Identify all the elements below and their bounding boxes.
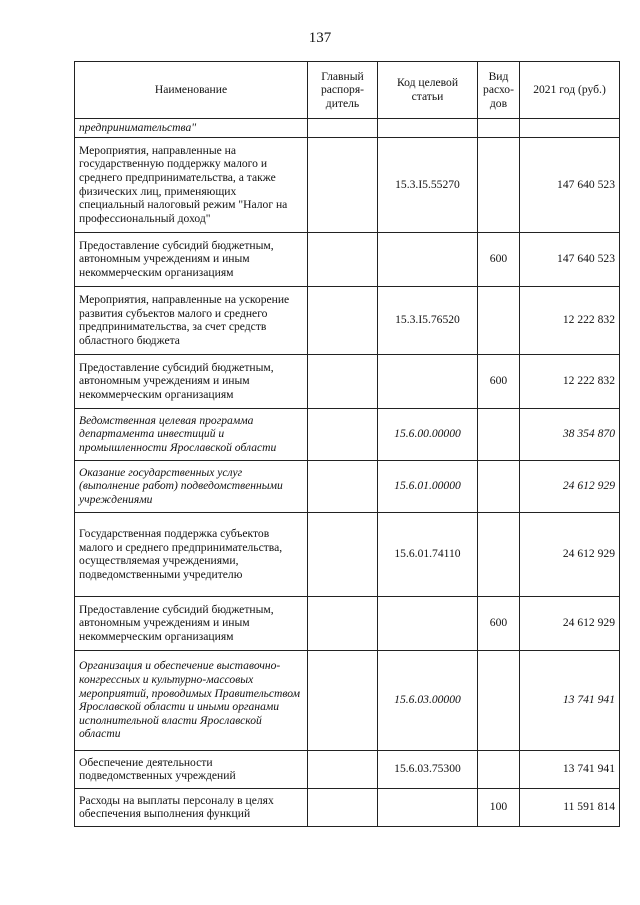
cell-code <box>378 119 478 138</box>
cell-amount: 11 591 814 <box>520 788 620 826</box>
table-row <box>75 232 620 286</box>
cell-admin <box>308 650 378 750</box>
cell-admin <box>308 137 378 232</box>
cell-code: 15.6.01.00000 <box>378 460 478 512</box>
table-row <box>75 460 620 512</box>
table-row <box>75 408 620 460</box>
cell-name: Предоставление субсидий бюджетным, автономным учреждениям и иным некоммерческим организациям <box>75 232 308 286</box>
cell-amount: 24 612 929 <box>520 512 620 596</box>
header-type: Вид расхо-дов <box>478 62 520 119</box>
header-name: Наименование <box>75 62 308 119</box>
cell-name: Обеспечение деятельности подведомственных учреждений <box>75 750 308 788</box>
cell-amount: 24 612 929 <box>520 596 620 650</box>
cell-code: 15.3.I5.76520 <box>378 286 478 354</box>
table-row <box>75 137 620 232</box>
cell-amount: 24 612 929 <box>520 460 620 512</box>
cell-admin <box>308 286 378 354</box>
cell-name: предпринимательства" <box>75 119 308 138</box>
cell-type: 600 <box>478 232 520 286</box>
cell-name: Мероприятия, направленные на ускорение развития субъектов малого и среднего предпринимательства, за счет средств областного бюджета <box>75 286 308 354</box>
cell-name: Мероприятия, направленные на государственную поддержку малого и среднего предпринимательства, а также физических лиц, применяющих специальный налоговый режим "Налог на профессиональный доход" <box>75 137 308 232</box>
cell-admin <box>308 408 378 460</box>
cell-code <box>378 596 478 650</box>
cell-name: Организация и обеспечение выставочно-конгрессных и культурно-массовых мероприятий, проводимых Правительством Ярославской области и иными органами исполнительной власти Ярославской области <box>75 650 308 750</box>
cell-amount: 38 354 870 <box>520 408 620 460</box>
cell-admin <box>308 596 378 650</box>
table-row <box>75 119 620 138</box>
cell-type: 600 <box>478 354 520 408</box>
cell-admin <box>308 750 378 788</box>
cell-type <box>478 512 520 596</box>
cell-code <box>378 788 478 826</box>
cell-amount: 12 222 832 <box>520 286 620 354</box>
cell-type <box>478 650 520 750</box>
cell-type <box>478 408 520 460</box>
cell-code <box>378 354 478 408</box>
cell-type: 100 <box>478 788 520 826</box>
cell-admin <box>308 460 378 512</box>
cell-admin <box>308 788 378 826</box>
cell-admin <box>308 119 378 138</box>
table-row <box>75 650 620 750</box>
cell-type: 600 <box>478 596 520 650</box>
cell-type <box>478 460 520 512</box>
cell-name: Предоставление субсидий бюджетным, автономным учреждениям и иным некоммерческим организациям <box>75 596 308 650</box>
cell-name: Расходы на выплаты персоналу в целях обеспечения выполнения функций <box>75 788 308 826</box>
cell-type <box>478 137 520 232</box>
cell-admin <box>308 354 378 408</box>
cell-amount: 12 222 832 <box>520 354 620 408</box>
cell-admin <box>308 512 378 596</box>
budget-table <box>74 61 620 827</box>
cell-code: 15.3.I5.55270 <box>378 137 478 232</box>
table-row <box>75 286 620 354</box>
table-row <box>75 512 620 596</box>
cell-type <box>478 119 520 138</box>
cell-name: Оказание государственных услуг (выполнение работ) подведомственными учреждениями <box>75 460 308 512</box>
cell-type <box>478 286 520 354</box>
cell-code <box>378 232 478 286</box>
cell-name: Предоставление субсидий бюджетным, автономным учреждениям и иным некоммерческим организациям <box>75 354 308 408</box>
cell-amount: 147 640 523 <box>520 137 620 232</box>
cell-code: 15.6.00.00000 <box>378 408 478 460</box>
cell-amount: 13 741 941 <box>520 750 620 788</box>
cell-amount <box>520 119 620 138</box>
page-number: 137 <box>308 30 332 46</box>
cell-code: 15.6.01.74110 <box>378 512 478 596</box>
table-row <box>75 596 620 650</box>
table-body <box>75 119 620 827</box>
cell-code: 15.6.03.75300 <box>378 750 478 788</box>
header-amount: 2021 год (руб.) <box>520 62 620 119</box>
table-row <box>75 750 620 788</box>
table-row <box>75 354 620 408</box>
header-code: Код целевой статьи <box>378 62 478 119</box>
table-header-row <box>75 62 620 119</box>
cell-name: Ведомственная целевая программа департамента инвестиций и промышленности Ярославской области <box>75 408 308 460</box>
cell-type <box>478 750 520 788</box>
cell-amount: 147 640 523 <box>520 232 620 286</box>
table-row <box>75 788 620 826</box>
cell-amount: 13 741 941 <box>520 650 620 750</box>
header-admin: Главный распоря-дитель <box>308 62 378 119</box>
cell-name: Государственная поддержка субъектов малого и среднего предпринимательства, осуществляемая учреждениями, подведомственными учредителю <box>75 512 308 596</box>
cell-code: 15.6.03.00000 <box>378 650 478 750</box>
cell-admin <box>308 232 378 286</box>
